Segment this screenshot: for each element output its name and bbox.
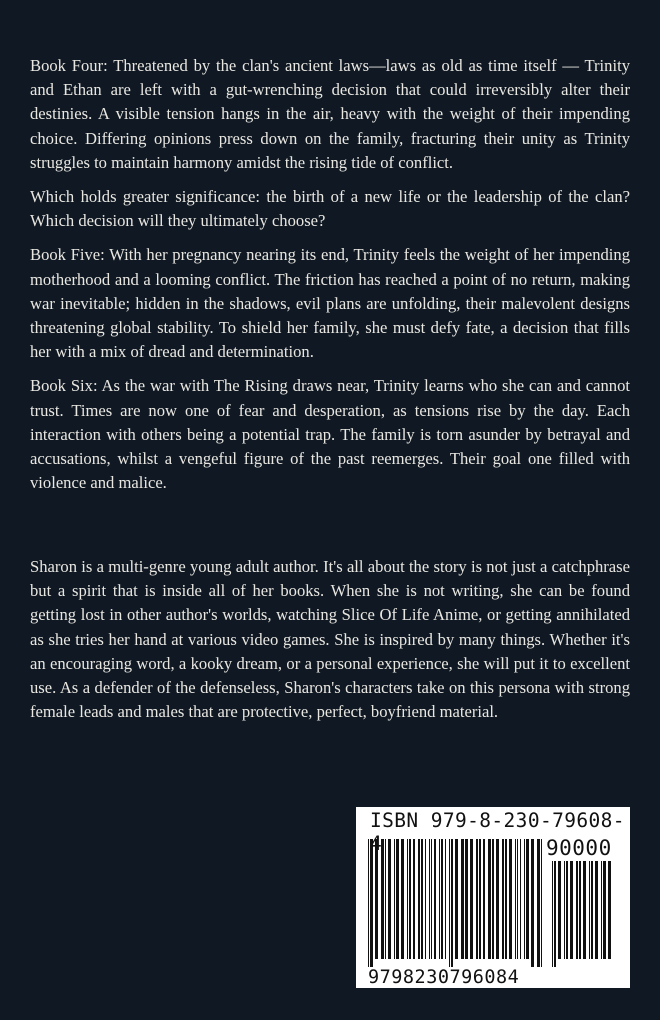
barcode-bar xyxy=(603,861,606,959)
barcode-bar xyxy=(451,839,453,967)
barcode-bar xyxy=(589,861,590,959)
barcode-bar xyxy=(465,839,468,959)
barcode-bar xyxy=(425,839,426,959)
barcode-bar xyxy=(455,839,458,959)
barcode-bar xyxy=(385,839,386,959)
barcode-bar xyxy=(564,861,565,959)
barcode-bar xyxy=(526,839,529,959)
author-bio xyxy=(30,555,630,724)
blurb-paragraph-book-four: Book Four: Threatened by the clan's ancient laws—laws as old as time itself — Trinity and Ethan are left with a gut-wrenching decision that could irreversibly alter their destinies. A visible tension hangs in the air, heavy with the weight of their impending choice. Differing opinions press down on the family, fracturing their unity as Trinity struggles to maintain harmony amidst the rising tide of conflict. xyxy=(30,56,630,172)
barcode-bar xyxy=(407,839,408,959)
barcode-bar xyxy=(488,839,491,959)
barcode-bar xyxy=(418,839,420,959)
barcode-bar xyxy=(524,839,525,959)
barcode-bar xyxy=(591,861,593,959)
barcode-bar xyxy=(509,839,512,959)
barcode-bar xyxy=(431,839,432,959)
barcode-bar xyxy=(470,839,473,959)
barcode-bar xyxy=(608,861,611,959)
barcode-bar xyxy=(552,861,553,967)
barcode-bar xyxy=(461,839,464,959)
barcode-bar xyxy=(566,861,568,959)
price-addon-barcode xyxy=(552,861,616,967)
barcode-bar xyxy=(449,839,450,967)
barcode-bar xyxy=(370,839,373,967)
barcode-bar xyxy=(401,839,404,959)
isbn-label: ISBN 979-8-230-79608- xyxy=(370,809,625,832)
barcode-bar xyxy=(396,839,399,959)
barcode-bar xyxy=(492,839,494,959)
blurb-paragraph-book-five: Book Five: With her pregnancy nearing its end, Trinity feels the weight of her impending motherhood and a looming conflict. The friction has reached a point of no return, making war inevitable; hidden in the shadows, evil plans are unfolding, their malevolent designs threatening global stability. To shield her family, she must defy fate, a decision that fills her with a mix of dread and determination. xyxy=(30,245,630,362)
barcode-bar xyxy=(579,861,581,959)
barcode-bar xyxy=(429,839,430,959)
barcode-bar xyxy=(505,839,507,959)
barcode-bar xyxy=(537,839,540,967)
barcode-bar xyxy=(531,839,534,967)
barcode-bar xyxy=(570,861,573,959)
barcode-bar xyxy=(601,861,602,959)
barcode-bar xyxy=(409,839,411,959)
back-cover-blurb xyxy=(30,54,630,505)
barcode-bar xyxy=(445,839,446,959)
barcode-bar xyxy=(517,839,518,959)
barcode-bar xyxy=(368,839,369,967)
barcode-bar xyxy=(576,861,578,959)
price-code: 90000 xyxy=(546,836,612,860)
barcode-bar xyxy=(541,839,542,967)
barcode-bar xyxy=(496,839,499,959)
blurb-paragraph-book-six: Book Six: As the war with The Rising draws near, Trinity learns who she can and cannot trust. Times are now one of fear and desperation, as tensions rise by the day. Each interaction with others being a potential trap. The family is torn asunder by betrayal and accusations, whilst a vengeful figure of the past reemerges. Their goal one filled with violence and malice. xyxy=(30,376,630,493)
isbn-barcode-box xyxy=(356,807,630,988)
ean-digits: 9798230796084 xyxy=(368,967,520,988)
barcode-bar xyxy=(520,839,521,959)
barcode-bar xyxy=(558,861,561,959)
blurb-paragraph-question: Which holds greater significance: the birth of a new life or the leadership of the clan? Which decision will they ultimately choose? xyxy=(30,187,630,231)
barcode-bar xyxy=(434,839,436,959)
barcode-bar xyxy=(381,839,384,959)
barcode-bar xyxy=(515,839,516,959)
barcode-bar xyxy=(375,839,378,959)
barcode-bar xyxy=(479,839,481,959)
ean-barcode xyxy=(368,839,544,967)
barcode-bar xyxy=(441,839,443,959)
barcode-bar xyxy=(476,839,478,959)
barcode-bar xyxy=(439,839,440,959)
barcode-bar xyxy=(502,839,504,959)
barcode-bar xyxy=(583,861,586,959)
barcode-bar xyxy=(595,861,598,959)
barcode-bar xyxy=(394,839,395,959)
barcode-bar xyxy=(388,839,391,959)
barcode-bar xyxy=(413,839,415,959)
barcode-bar xyxy=(554,861,556,967)
barcode-bar xyxy=(421,839,423,959)
barcode-bar xyxy=(483,839,485,959)
author-bio-text: Sharon is a multi-genre young adult author. It's all about the story is not just a catchphrase but a spirit that is inside all of her books. When she is not writing, she can be found getting lost in other author's worlds, watching Slice Of Life Anime, or getting annihilated as she tries her hand at various video games. She is inspired by many things. Whether it's an encouraging word, a kooky dream, or a personal experience, she will put it to excellent use. As a defender of the defenseless, Sharon's characters take on this persona with strong female leads and males that are protective, perfect, boyfriend material. xyxy=(30,557,630,722)
